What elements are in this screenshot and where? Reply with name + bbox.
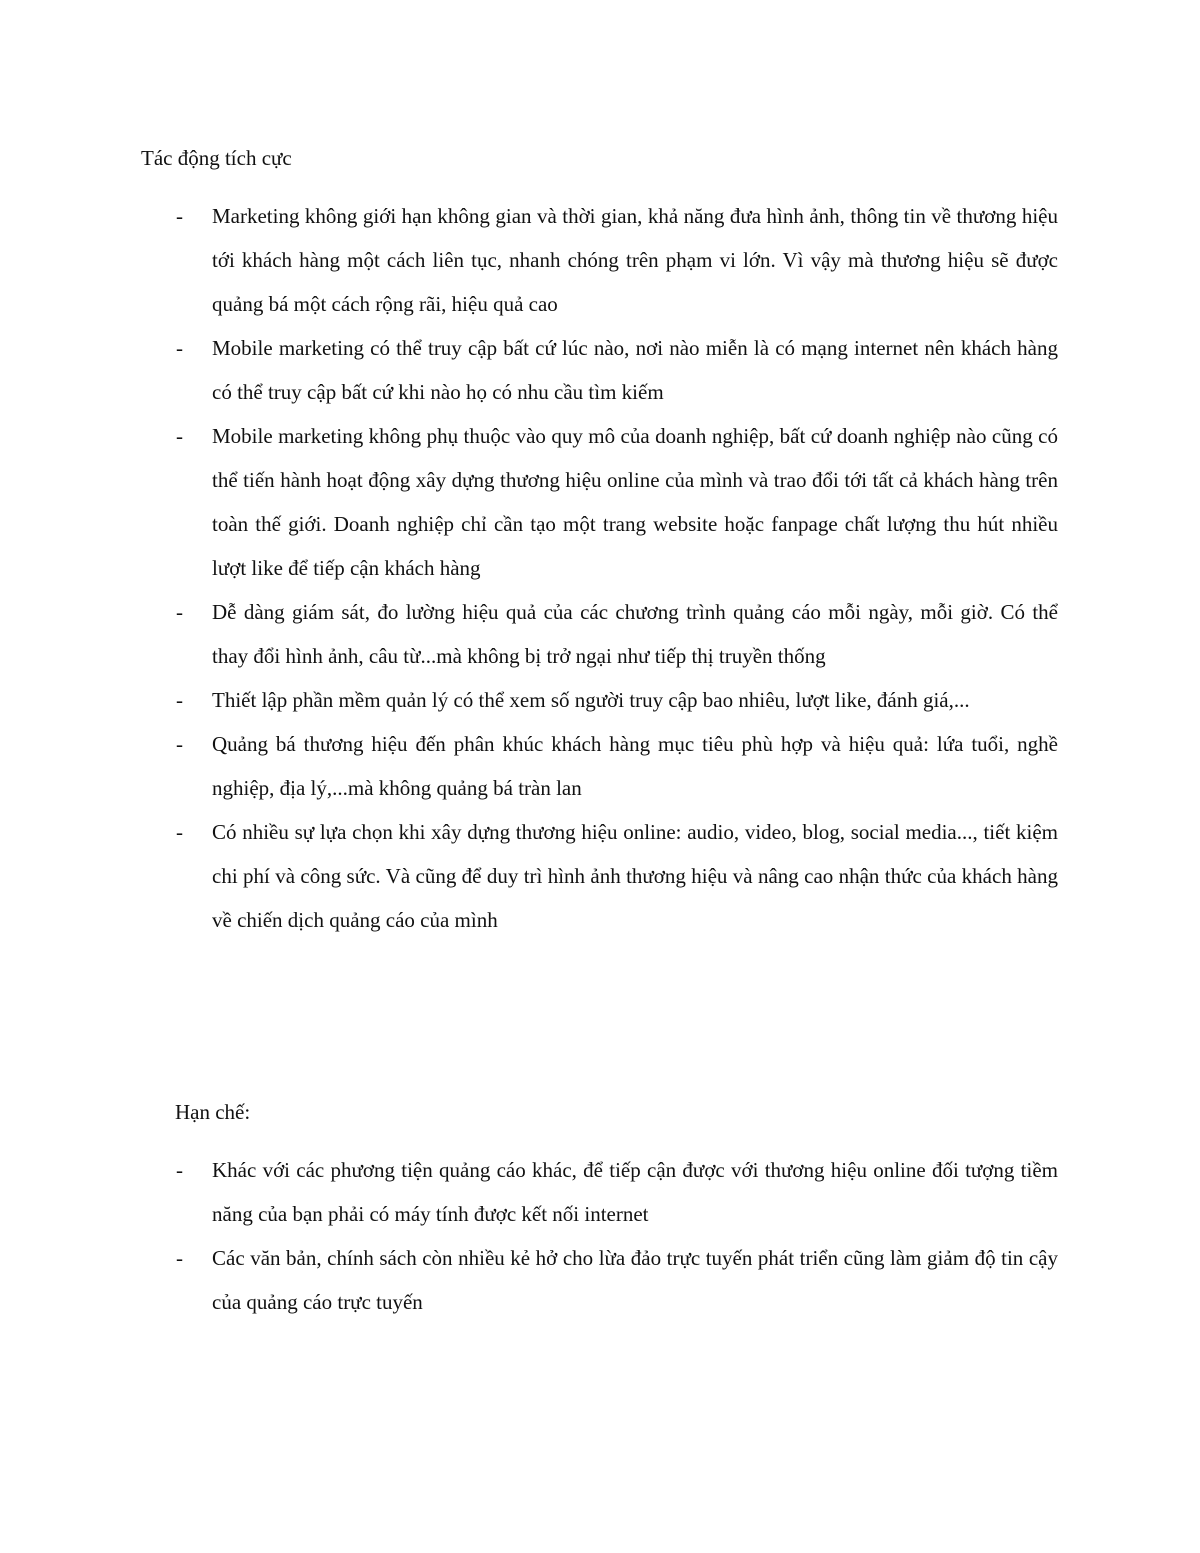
list-item bbox=[0, 1148, 1200, 1236]
limitations-bullet-list bbox=[0, 1148, 1200, 1324]
bullet-text: Thiết lập phần mềm quản lý có thể xem số người truy cập bao nhiêu, lượt like, đánh giá,... bbox=[212, 688, 970, 712]
bullet-marker: - bbox=[176, 688, 183, 712]
bullet-text: Mobile marketing có thể truy cập bất cứ lúc nào, nơi nào miễn là có mạng internet nên khách hàng có thể truy cập bất cứ khi nào họ có nhu cầu tìm kiếm bbox=[212, 336, 1058, 404]
list-item bbox=[0, 678, 1200, 722]
bullet-text: Mobile marketing không phụ thuộc vào quy mô của doanh nghiệp, bất cứ doanh nghiệp nào cũng có thể tiến hành hoạt động xây dựng thương hiệu online của mình và trao đổi tới tất cả khách hàng trên toàn thế giới. Doanh nghiệp chỉ cần tạo một trang website hoặc fanpage chất lượng thu hút nhiều lượt like để tiếp cận khách hàng bbox=[212, 424, 1058, 580]
list-item bbox=[0, 326, 1200, 414]
positive-bullet-list bbox=[0, 194, 1200, 942]
bullet-marker: - bbox=[176, 600, 183, 624]
bullet-text: Có nhiều sự lựa chọn khi xây dựng thương hiệu online: audio, video, blog, social media..., tiết kiệm chi phí và công sức. Và cũng để duy trì hình ảnh thương hiệu và nâng cao nhận thức của khách hàng về chiến dịch quảng cáo của mình bbox=[212, 820, 1058, 932]
bullet-text: Marketing không giới hạn không gian và thời gian, khả năng đưa hình ảnh, thông tin về thương hiệu tới khách hàng một cách liên tục, nhanh chóng trên phạm vi lớn. Vì vậy mà thương hiệu sẽ được quảng bá một cách rộng rãi, hiệu quả cao bbox=[212, 204, 1058, 316]
list-item bbox=[0, 810, 1200, 942]
list-item bbox=[0, 1236, 1200, 1324]
bullet-marker: - bbox=[176, 204, 183, 228]
list-item bbox=[0, 722, 1200, 810]
bullet-marker: - bbox=[176, 1246, 183, 1270]
bullet-text: Quảng bá thương hiệu đến phân khúc khách hàng mục tiêu phù hợp và hiệu quả: lứa tuổi, nghề nghiệp, địa lý,...mà không quảng bá tràn lan bbox=[212, 732, 1058, 800]
bullet-text: Dễ dàng giám sát, đo lường hiệu quả của các chương trình quảng cáo mỗi ngày, mỗi giờ. Có thể thay đổi hình ảnh, câu từ...mà không bị trở ngại như tiếp thị truyền thống bbox=[212, 600, 1058, 668]
bullet-marker: - bbox=[176, 424, 183, 448]
bullet-marker: - bbox=[176, 336, 183, 360]
bullet-text: Các văn bản, chính sách còn nhiều kẻ hở cho lừa đảo trực tuyến phát triển cũng làm giảm độ tin cậy của quảng cáo trực tuyến bbox=[212, 1246, 1058, 1314]
bullet-marker: - bbox=[176, 732, 183, 756]
section-heading-limitations: Hạn chế: bbox=[175, 1100, 251, 1124]
list-item bbox=[0, 414, 1200, 590]
list-item bbox=[0, 194, 1200, 326]
section-heading-positive: Tác động tích cực bbox=[141, 146, 292, 170]
bullet-text: Khác với các phương tiện quảng cáo khác, để tiếp cận được với thương hiệu online đối tượng tiềm năng của bạn phải có máy tính được kết nối internet bbox=[212, 1158, 1058, 1226]
bullet-marker: - bbox=[176, 820, 183, 844]
list-item bbox=[0, 590, 1200, 678]
bullet-marker: - bbox=[176, 1158, 183, 1182]
